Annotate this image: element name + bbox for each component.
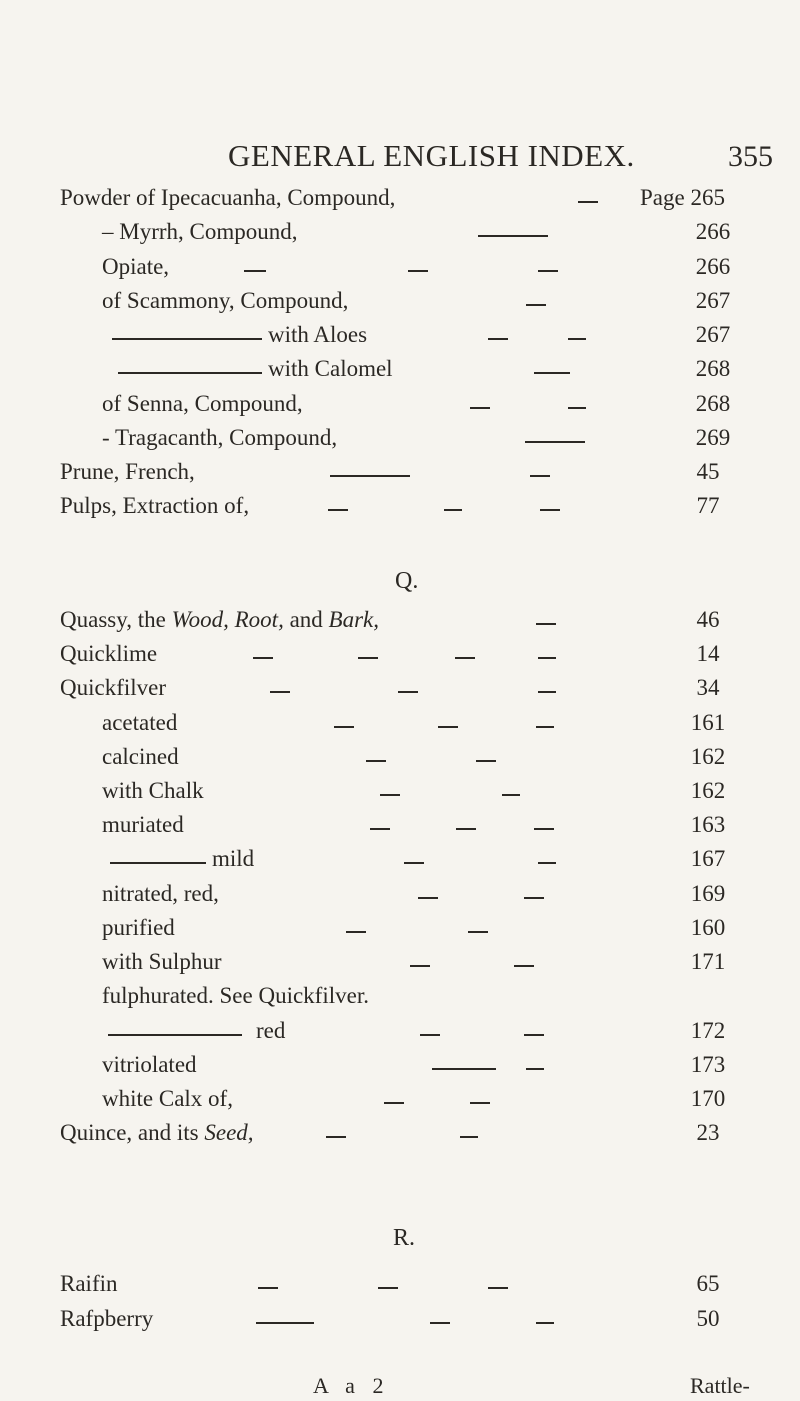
dash-leader [328, 509, 348, 511]
dash-leader [488, 338, 508, 340]
entry-page: 160 [690, 915, 726, 940]
dash-leader [470, 407, 490, 409]
dash-leader [258, 1287, 278, 1289]
dash-leader [534, 372, 570, 374]
entry-text: with Aloes [268, 322, 368, 347]
section-letter-r: R. [393, 1225, 416, 1251]
entry-page: 46 [696, 607, 720, 632]
index-entry [0, 219, 800, 253]
entry-text: Powder of Ipecacuanha, Compound, [60, 185, 396, 210]
dash-leader [525, 441, 585, 443]
entry-page: 162 [690, 744, 726, 769]
dash-leader [112, 338, 262, 340]
dash-leader [524, 1034, 544, 1036]
dash-leader [478, 235, 548, 237]
index-entry [0, 641, 800, 675]
index-entry [0, 812, 800, 846]
dash-leader [578, 201, 598, 203]
entry-text: Prune, French, [60, 459, 195, 484]
index-entry [0, 675, 800, 709]
dash-leader [110, 862, 206, 864]
dash-leader [524, 897, 544, 899]
index-entry [0, 254, 800, 288]
index-entry [0, 1306, 800, 1340]
entry-text: mild [212, 846, 255, 871]
entry-page: 14 [696, 641, 720, 666]
dash-leader [444, 509, 462, 511]
entry-text: with Calomel [268, 356, 393, 381]
entry-page: 266 [695, 254, 731, 279]
dash-leader [430, 1322, 450, 1324]
dash-leader [398, 691, 418, 693]
entry-text: with Chalk [102, 778, 204, 803]
index-entry [0, 915, 800, 949]
dash-leader [488, 1287, 508, 1289]
entry-text: fulphurated. See Quickfilver. [102, 983, 369, 1008]
index-entry [0, 1052, 800, 1086]
entry-text: calcined [102, 744, 179, 769]
dash-leader [502, 794, 520, 796]
entry-page: 163 [690, 812, 726, 837]
entry-page: 77 [696, 493, 720, 518]
dash-leader [408, 270, 428, 272]
entry-page: 23 [696, 1120, 720, 1145]
entry-page: 267 [695, 288, 731, 313]
dash-leader [468, 931, 488, 933]
dash-leader [538, 270, 558, 272]
entry-page: 161 [690, 710, 726, 735]
index-entry [0, 744, 800, 778]
section-letter-q: Q. [395, 568, 419, 594]
entry-page: 172 [690, 1018, 726, 1043]
entry-text: muriated [102, 812, 184, 837]
dash-leader [540, 509, 560, 511]
entry-page: 267 [695, 322, 731, 347]
dash-leader [438, 726, 458, 728]
entry-page: 170 [690, 1086, 726, 1111]
entry-page: Page 265 [640, 185, 725, 210]
entry-text: Opiate, [102, 254, 170, 279]
index-entry [0, 1086, 800, 1120]
dash-leader [526, 304, 546, 306]
entry-page: 171 [690, 949, 726, 974]
index-entry [0, 778, 800, 812]
index-entry [0, 1120, 800, 1154]
index-entry [0, 425, 800, 459]
index-entry [0, 356, 800, 390]
dash-leader [538, 657, 556, 659]
index-entry [0, 949, 800, 983]
dash-leader [538, 862, 556, 864]
entry-page: 34 [696, 675, 720, 700]
page-number: 355 [728, 140, 773, 173]
entry-page: 162 [690, 778, 726, 803]
entry-page: 266 [695, 219, 731, 244]
dash-leader [404, 862, 424, 864]
dash-leader [470, 1102, 490, 1104]
dash-leader [256, 1322, 314, 1324]
dash-leader [380, 794, 400, 796]
entry-text: Rafpberry [60, 1306, 154, 1331]
dash-leader [346, 931, 366, 933]
dash-leader [420, 1034, 440, 1036]
dash-leader [536, 623, 556, 625]
index-entry [0, 983, 800, 1017]
entry-text: - Tragacanth, Compound, [102, 425, 338, 450]
index-entry [0, 607, 800, 641]
dash-leader [378, 1287, 398, 1289]
dash-leader [538, 691, 556, 693]
entry-text: Quicklime [60, 641, 158, 666]
dash-leader [530, 475, 550, 477]
dash-leader [108, 1034, 242, 1036]
entry-page: 268 [695, 391, 731, 416]
entry-page: 167 [690, 846, 726, 871]
dash-leader [536, 1322, 554, 1324]
dash-leader [410, 965, 430, 967]
dash-leader [536, 726, 554, 728]
entry-page: 268 [695, 356, 731, 381]
entry-text: Quince, and its Seed, [60, 1120, 254, 1145]
entry-page: 65 [696, 1271, 720, 1296]
entry-text: red [256, 1018, 286, 1043]
entry-text: acetated [102, 710, 178, 735]
entry-page: 269 [695, 425, 731, 450]
dash-leader [514, 965, 534, 967]
dash-leader [460, 1136, 478, 1138]
dash-leader [534, 828, 554, 830]
entry-text: nitrated, red, [102, 881, 219, 906]
index-entry [0, 1271, 800, 1305]
entry-text: Pulps, Extraction of, [60, 493, 250, 518]
dash-leader [432, 1068, 496, 1070]
entry-text: vitriolated [102, 1052, 197, 1077]
dash-leader [358, 657, 378, 659]
catchword: Rattle- [690, 1373, 750, 1398]
index-entry [0, 881, 800, 915]
entry-text: Raifin [60, 1271, 118, 1296]
dash-leader [118, 372, 262, 374]
index-entry [0, 322, 800, 356]
entry-text: Quickfilver [60, 675, 167, 700]
entry-text: with Sulphur [102, 949, 222, 974]
dash-leader [326, 1136, 346, 1138]
dash-leader [568, 338, 586, 340]
index-entry [0, 846, 800, 880]
dash-leader [455, 657, 475, 659]
index-entry [0, 1018, 800, 1052]
entry-text: of Scammony, Compound, [102, 288, 349, 313]
index-entry [0, 459, 800, 493]
dash-leader [334, 726, 354, 728]
dash-leader [418, 897, 438, 899]
entry-page: 169 [690, 881, 726, 906]
entry-text: – Myrrh, Compound, [102, 219, 298, 244]
entry-text: purified [102, 915, 175, 940]
index-entry [0, 288, 800, 322]
dash-leader [476, 760, 496, 762]
running-header: GENERAL ENGLISH INDEX. [228, 138, 635, 173]
dash-leader [456, 828, 476, 830]
entry-page: 45 [696, 459, 720, 484]
dash-leader [568, 407, 586, 409]
entry-text: Quassy, the Wood, Root, and Bark, [60, 607, 380, 632]
index-entry [0, 710, 800, 744]
dash-leader [526, 1068, 544, 1070]
signature-mark: A a 2 [313, 1373, 390, 1398]
dash-leader [244, 270, 266, 272]
entry-text: of Senna, Compound, [102, 391, 303, 416]
entry-page: 173 [690, 1052, 726, 1077]
entry-page: 50 [696, 1306, 720, 1331]
index-entry [0, 493, 800, 527]
dash-leader [384, 1102, 404, 1104]
dash-leader [270, 691, 290, 693]
dash-leader [330, 475, 410, 477]
dash-leader [253, 657, 273, 659]
index-entry [0, 391, 800, 425]
dash-leader [370, 828, 390, 830]
dash-leader [366, 760, 386, 762]
index-entry [0, 185, 800, 219]
entry-text: white Calx of, [102, 1086, 233, 1111]
